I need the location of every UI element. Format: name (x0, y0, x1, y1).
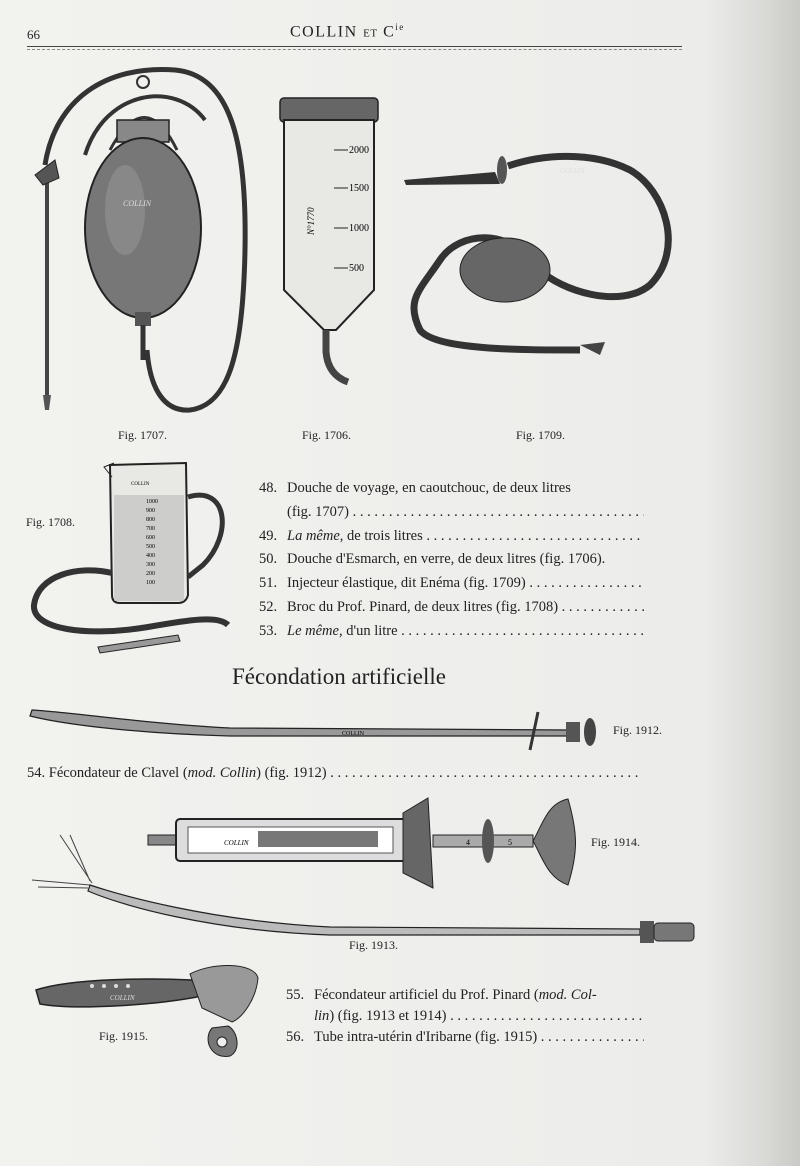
entry-55 (286, 985, 644, 1006)
entry-italic: Le même (287, 622, 339, 639)
entry-text-b: ) (fig. 1912) (256, 765, 327, 781)
caption-fig-1708: Fig. 1708. (26, 515, 76, 529)
header-rule-dashed (27, 49, 682, 50)
caption-fig-1706: Fig. 1706. (302, 428, 352, 442)
entries-48-53 (259, 477, 644, 644)
entry-number: 53. (259, 622, 278, 639)
entry-52 (259, 596, 644, 620)
caption-fig-1915: Fig. 1915. (99, 1029, 149, 1043)
caption-fig-1914: Fig. 1914. (591, 835, 641, 849)
entry-56 (286, 1027, 644, 1048)
bottle-mark-2000: 2000 (349, 145, 369, 156)
header-c-sup: ie (395, 22, 405, 32)
entry-number: 54. (27, 765, 46, 781)
entry-text-b: ) (fig. 1913 et 1914) (329, 1008, 447, 1024)
illustration-pinard-tube (30, 835, 700, 945)
syringe-brand-label: COLLIN (224, 839, 249, 847)
bulb-brand-label: COLLIN (560, 167, 585, 175)
entry-text: Injecteur élastique, dit Enéma (fig. 1709) . . . (287, 572, 644, 596)
bottle-mark-500: 500 (349, 263, 364, 274)
jug-mark-400: 400 (146, 553, 155, 559)
bottle-serial-label: N°1770 (306, 207, 316, 235)
entry-italic: La même (287, 527, 340, 544)
illustration-pinard-jug (28, 455, 238, 665)
header-et: ET (363, 27, 378, 40)
entry-text-a: Fécondateur de Clavel ( (48, 765, 188, 781)
entry-number: 49. (259, 527, 278, 544)
entry-text-a: Fécondateur artificiel du Prof. Pinard ( (314, 987, 539, 1003)
entry-number: 50. (259, 551, 278, 568)
bottle-mark-1500: 1500 (349, 183, 369, 194)
header-collin: COLLIN (290, 23, 358, 41)
entry-number: 55. (286, 987, 305, 1003)
bag-brand-label: COLLIN (123, 199, 152, 208)
entry-number: 48. (259, 480, 278, 496)
illustration-clavel-fecondateur (30, 706, 600, 756)
page-header-title (290, 22, 405, 41)
entry-54 (27, 765, 642, 782)
entry-48 (259, 477, 644, 501)
bottle-mark-1000: 1000 (349, 223, 369, 234)
entry-number: 56. (286, 1029, 305, 1045)
entry-text: Douche de voyage, en caoutchouc, de deux litres (287, 480, 571, 496)
illustration-esmarch-glass (276, 90, 386, 390)
page-number: 66 (27, 27, 40, 42)
header-c: C (383, 23, 396, 41)
entries-55-56 (286, 985, 644, 1048)
entry-text-cont: (fig. 1707) . . . (287, 501, 644, 525)
entry-text: Tube intra-utérin d'Iribarne (fig. 1915) . . . (314, 1027, 644, 1048)
illustration-douche-bag (25, 60, 285, 430)
entry-49 (259, 525, 644, 549)
entry-text: , de trois litres (339, 527, 423, 544)
jug-mark-100: 100 (146, 580, 155, 586)
caption-fig-1707: Fig. 1707. (118, 428, 168, 442)
section-title: Fécondation artificielle (232, 664, 446, 689)
entry-text: Broc du Prof. Pinard, de deux litres (fig. 1708) . . . (287, 596, 644, 620)
entry-number: 52. (259, 598, 278, 615)
illustration-iribarne-tube (32, 960, 262, 1070)
jug-mark-500: 500 (146, 544, 155, 550)
entry-text: Douche d'Esmarch, en verre, de deux litres (fig. 1706). (287, 551, 606, 568)
entry-italic-b: lin (314, 1008, 330, 1024)
entry-50 (259, 548, 644, 572)
entry-53 (259, 620, 644, 644)
jug-mark-700: 700 (146, 526, 155, 532)
syringe-scale-5: 5 (508, 838, 512, 847)
jug-mark-1000: 1000 (146, 499, 158, 505)
entry-48-cont (259, 501, 644, 525)
syringe-scale-4: 4 (466, 838, 470, 847)
caption-fig-1913: Fig. 1913. (349, 938, 399, 952)
jug-mark-600: 600 (146, 535, 155, 541)
header-rule (27, 46, 682, 47)
caption-fig-1912: Fig. 1912. (613, 723, 663, 737)
jug-mark-300: 300 (146, 562, 155, 568)
jug-mark-200: 200 (146, 571, 155, 577)
tube-brand-label: COLLIN (110, 994, 135, 1002)
jug-brand-label: COLLIN (131, 482, 150, 487)
jug-mark-900: 900 (146, 508, 155, 514)
entry-italic-a: mod. Col- (538, 987, 597, 1003)
entry-55-cont (286, 1006, 644, 1027)
illustration-enema-injector (400, 150, 680, 360)
jug-mark-800: 800 (146, 517, 155, 523)
entry-number: 51. (259, 575, 278, 592)
entry-51 (259, 572, 644, 596)
caption-fig-1709: Fig. 1709. (516, 428, 566, 442)
entry-italic: mod. Collin (187, 765, 257, 781)
cannula-brand-label: COLLIN (342, 731, 364, 737)
entry-text: , d'un litre (338, 622, 398, 639)
